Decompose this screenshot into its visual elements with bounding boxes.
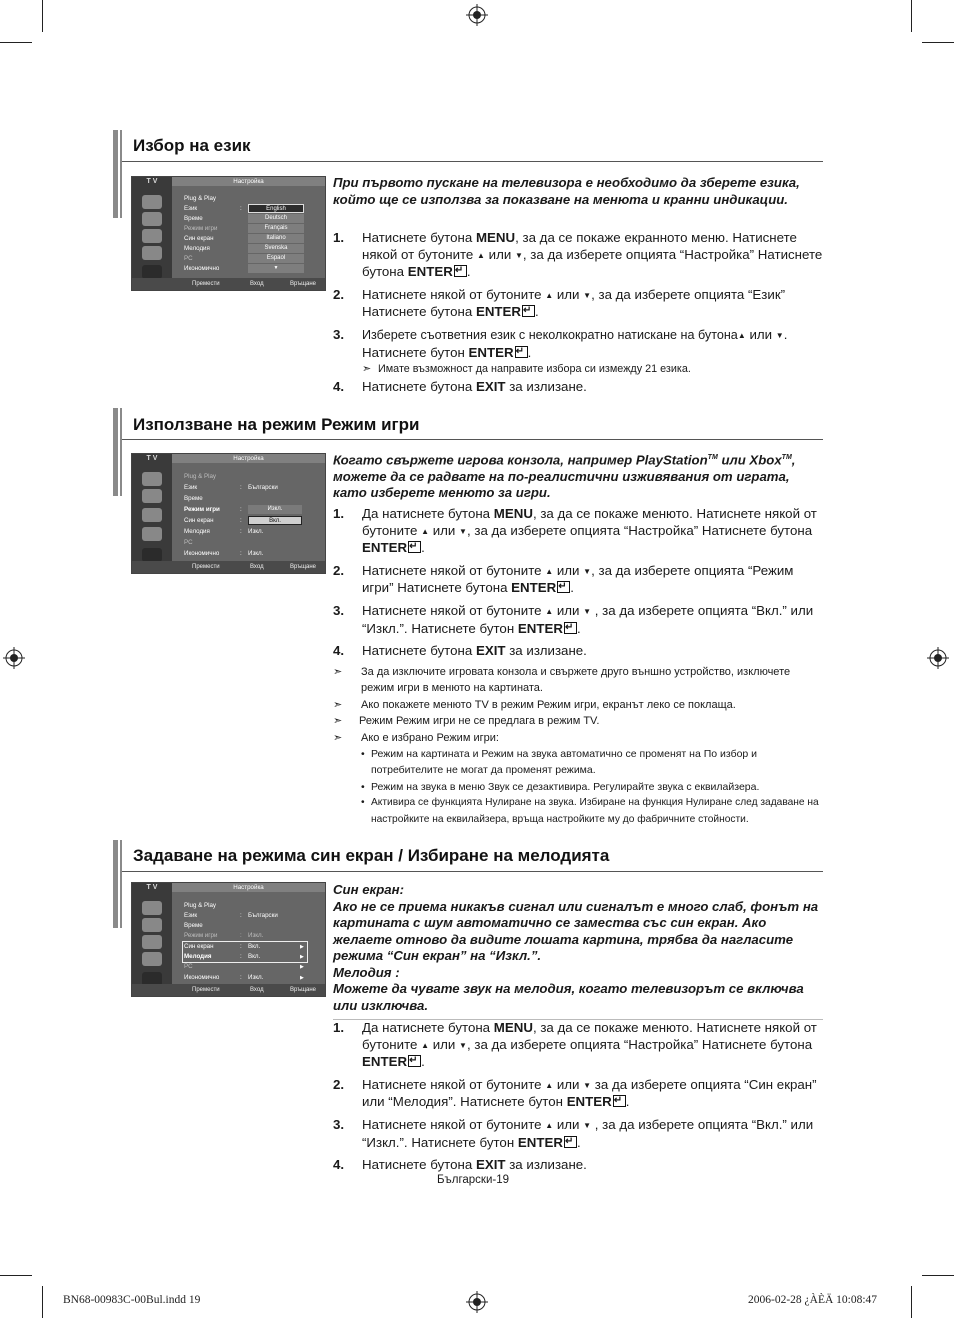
- key-name: MENU: [493, 506, 533, 521]
- section-bar: [113, 408, 118, 496]
- registration-mark-icon: [466, 1291, 488, 1313]
- up-arrow-icon: ▲: [545, 1120, 554, 1130]
- intro-text: Можете да чувате звук на мелодия, когато телевизорът се включва или изключва.: [333, 981, 804, 1013]
- footer-move: Премести: [192, 564, 220, 570]
- down-arrow-icon: ▼: [459, 526, 467, 536]
- up-arrow-icon: ▲: [545, 566, 554, 576]
- step-text: Да натиснете бутона: [362, 1020, 494, 1035]
- step-text: или: [429, 522, 460, 538]
- intro-text: , можете да се радвате на по-реалистични изживявания от играта, като изберете менюто за игри.: [333, 452, 796, 501]
- chevron-right-icon: ▶: [300, 975, 304, 981]
- menu-row: PC: [184, 963, 193, 970]
- step-text: или: [429, 1036, 460, 1052]
- up-arrow-icon: ▲: [421, 526, 430, 536]
- section-intro: [333, 882, 821, 1014]
- menu-row: Мелодия: [184, 528, 210, 535]
- section-bar: [120, 840, 122, 928]
- tv-label: T V: [146, 884, 158, 891]
- key-name: ENTER: [517, 1134, 563, 1150]
- down-arrow-icon: ▼: [583, 290, 592, 300]
- enter-icon: [408, 1055, 421, 1067]
- note-arrow-icon: ➣: [333, 731, 343, 744]
- step-item: [333, 1020, 825, 1071]
- enter-icon: [564, 622, 577, 634]
- tv-menu-game-mode: [131, 453, 326, 574]
- menu-header: Настройка: [172, 454, 325, 463]
- menu-row: Мелодия: [184, 953, 212, 960]
- step-item: [333, 1157, 825, 1174]
- chevron-right-icon: ▶: [300, 954, 304, 960]
- section-bar: [120, 130, 122, 218]
- enter-icon: [564, 1136, 577, 1148]
- step-text: , за да изберете опцията “Режим игри” Натиснете бутона: [362, 562, 794, 596]
- menu-row: Език: [184, 912, 198, 919]
- step-text: или: [484, 246, 515, 262]
- crop-mark: [911, 0, 912, 32]
- note-text: Имате възможност да направите избора си измежду 21 езика.: [378, 363, 691, 376]
- tv-label: T V: [146, 455, 158, 462]
- menu-sidebar: [132, 177, 172, 290]
- down-arrow-icon: ▼: [583, 1080, 592, 1090]
- step-text: .: [421, 540, 425, 556]
- registration-mark-icon: [3, 647, 25, 669]
- bullet-item: [361, 795, 823, 828]
- key-name: MENU: [493, 1020, 533, 1035]
- note-text: За да изключите игровата конзола и свържете друго външно устройство, изключете режим игри в менюто на картината.: [361, 666, 791, 695]
- footer-enter: Вход: [250, 564, 264, 570]
- step-number: 3.: [333, 1116, 345, 1132]
- step-text: , за да се покаже менюто. Натиснете някой от бутоните: [362, 506, 817, 538]
- step-number: 1.: [333, 506, 345, 521]
- menu-value: Вкл.: [248, 943, 261, 950]
- menu-colon: :: [240, 974, 242, 981]
- option-off: Изкл.: [248, 505, 302, 514]
- input-icon: [142, 952, 162, 966]
- bullet-list: [333, 746, 823, 828]
- language-option: English: [248, 204, 304, 213]
- step-text: .: [570, 580, 574, 596]
- down-arrow-icon: ▼: [583, 606, 592, 616]
- section-title: Избор на език: [133, 136, 251, 155]
- trademark: TM: [707, 454, 718, 461]
- note: [333, 730, 823, 746]
- menu-colon: :: [240, 943, 242, 950]
- step-text: или: [553, 1076, 584, 1092]
- menu-row: Режим игри: [184, 225, 218, 232]
- step-text: , за да се покаже екранното меню. Натиснете някой от бутоните: [362, 230, 797, 262]
- menu-row: Plug & Play: [184, 473, 216, 480]
- step-text: .: [466, 264, 471, 280]
- menu-header: Настройка: [172, 177, 325, 186]
- step-text: , за да изберете опцията “Настройка” Натиснете бутона: [466, 1036, 813, 1052]
- up-arrow-icon: ▲: [545, 290, 554, 300]
- step-text: . Натиснете бутон: [362, 326, 788, 360]
- chevron-right-icon: ▶: [300, 944, 304, 950]
- section-rule: [122, 871, 823, 872]
- section-title: Задаване на режима син екран / Избиране на мелодията: [133, 846, 610, 865]
- key-name: EXIT: [475, 1157, 506, 1173]
- step-text: или: [553, 562, 584, 578]
- menu-row: Време: [184, 922, 203, 929]
- page-number: Български-19: [437, 1174, 510, 1186]
- down-arrow-icon: ▼: [583, 1120, 592, 1130]
- menu-sidebar: [132, 883, 172, 996]
- menu-row: Икономично: [184, 550, 220, 557]
- note: [333, 697, 823, 713]
- menu-footer: [132, 278, 325, 290]
- crop-mark: [922, 1275, 954, 1276]
- crop-mark: [42, 0, 43, 32]
- step-number: 2.: [333, 1076, 345, 1092]
- down-arrow-icon: ▼: [514, 250, 523, 260]
- setup-icon: [142, 265, 162, 279]
- section-title: Използване на режим Режим игри: [133, 415, 420, 434]
- up-arrow-icon: ▲: [421, 1040, 430, 1050]
- picture-icon: [142, 195, 162, 209]
- tv-menu-blue-screen: [131, 882, 326, 997]
- section-intro: При първото пускане на телевизора е необходимо да зберете езика, който ще се използва за показване на менюта и кранни индикации.: [333, 175, 800, 207]
- step-number: 2.: [333, 562, 345, 578]
- step-item: [333, 603, 825, 637]
- bullet-item: [361, 746, 823, 779]
- step-text: Изберете съответния език с неколкократно натискане на бутона: [362, 327, 738, 342]
- step-number: 4.: [333, 1157, 345, 1173]
- step-text: , за да изберете опцията “Настройка” Натиснете бутона: [466, 522, 813, 538]
- menu-value: Изкл.: [248, 528, 264, 535]
- enter-icon: [515, 346, 528, 358]
- step-item: [333, 643, 825, 660]
- key-name: EXIT: [475, 643, 506, 659]
- menu-row: Plug & Play: [184, 902, 216, 909]
- step-number: 4.: [333, 643, 345, 659]
- section-intro: [333, 450, 823, 502]
- step-text: Натиснете бутона: [362, 230, 476, 245]
- step-text: , за да изберете опцията “Език” Натиснете бутона: [362, 286, 786, 320]
- menu-value: Изкл.: [248, 974, 264, 981]
- note: [333, 664, 823, 697]
- step-text: Натиснете някой от бутоните: [362, 602, 546, 618]
- menu-colon: :: [240, 506, 242, 513]
- language-option: Svenska: [248, 244, 304, 253]
- step-text: , за да се покаже менюто. Натиснете някой от бутоните: [362, 1020, 817, 1052]
- sound-icon: [142, 918, 162, 932]
- step-text: , за да изберете опцията “Настройка” Натиснете бутона: [362, 246, 823, 280]
- note-arrow-icon: ➣: [333, 715, 343, 728]
- step-text: , за да изберете опцията “Вкл.” или “Изкл.”. Натиснете бутон: [362, 602, 814, 636]
- enter-icon: [408, 541, 421, 553]
- step-number: 1.: [333, 230, 345, 245]
- intro-text: или Xbox: [717, 452, 782, 468]
- menu-colon: :: [240, 205, 242, 212]
- key-name: ENTER: [468, 344, 514, 360]
- note-text: Ако е избрано Режим игри:: [361, 731, 499, 744]
- bullet-text: Режим на картината и Режим на звука автоматично се променят на По избор и потребителите не могат да променят режима.: [371, 748, 758, 777]
- intro-heading: Мелодия :: [333, 964, 400, 980]
- menu-sidebar: [132, 454, 172, 573]
- crop-mark: [911, 1286, 912, 1318]
- language-option: Espaol: [248, 254, 304, 263]
- note-text: Ако покажете менюто TV в режим Режим игри, екранът леко се поклаща.: [361, 698, 736, 711]
- down-arrow-icon: ▼: [775, 330, 784, 340]
- menu-colon: :: [240, 550, 242, 557]
- menu-value: Вкл.: [248, 953, 261, 960]
- note-arrow-icon: ➣: [362, 363, 372, 376]
- key-name: ENTER: [407, 264, 453, 280]
- step-text: .: [421, 1054, 425, 1070]
- menu-row: Син екран: [184, 235, 214, 242]
- menu-footer: [132, 984, 325, 996]
- bullet-icon: •: [361, 780, 365, 793]
- enter-icon: [522, 305, 535, 317]
- step-text: Натиснете бутона: [362, 643, 476, 659]
- input-icon: [142, 246, 162, 260]
- footer-move: Премести: [192, 987, 220, 993]
- bullet-icon: •: [361, 797, 365, 809]
- crop-mark: [0, 42, 32, 43]
- step-text: за излизане.: [505, 643, 587, 659]
- menu-row: PC: [184, 255, 193, 262]
- key-name: ENTER: [475, 304, 522, 320]
- section-rule: [122, 161, 823, 162]
- key-name: ENTER: [362, 1054, 408, 1070]
- menu-header: Настройка: [172, 883, 325, 892]
- tv-menu-language: [131, 176, 326, 291]
- key-name: ENTER: [517, 620, 563, 636]
- note: [333, 713, 823, 729]
- bullet-icon: •: [361, 748, 365, 761]
- step-text: или: [553, 286, 584, 302]
- step-item: [333, 563, 825, 597]
- note: [362, 361, 825, 377]
- input-icon: [142, 527, 162, 541]
- step-text: или: [745, 326, 776, 342]
- menu-row: Време: [184, 215, 203, 222]
- channel-icon: [142, 508, 162, 522]
- note-arrow-icon: ➣: [333, 666, 343, 678]
- step-item: [333, 1077, 825, 1111]
- menu-row: Режим игри: [184, 506, 220, 513]
- footer-move: Премести: [192, 281, 220, 287]
- bullet-text: Режим на звука в меню Звук се дезактивира. Регулирайте звука с еквилайзера.: [371, 780, 760, 793]
- menu-colon: :: [240, 484, 242, 491]
- section-rule: [122, 439, 823, 440]
- menu-colon: :: [240, 912, 242, 919]
- step-text: за излизане.: [505, 1157, 587, 1173]
- step-text: Натиснете някой от бутоните: [362, 1116, 546, 1132]
- note-arrow-icon: ➣: [333, 698, 343, 711]
- step-text: .: [625, 1094, 630, 1110]
- footer-return: Връщане: [290, 987, 317, 993]
- channel-icon: [142, 229, 162, 243]
- menu-value: Изкл.: [248, 550, 264, 557]
- trademark: TM: [781, 454, 792, 461]
- language-option: Français: [248, 224, 304, 233]
- menu-colon: :: [240, 932, 242, 939]
- menu-row: Език: [184, 205, 198, 212]
- menu-row: Режим игри: [184, 932, 218, 939]
- step-number: 3.: [333, 602, 345, 618]
- key-name: MENU: [475, 230, 516, 245]
- menu-footer: [132, 561, 325, 573]
- key-name: ENTER: [566, 1094, 612, 1110]
- section-bar: [113, 130, 118, 218]
- footer-return: Връщане: [290, 564, 317, 570]
- step-text: , за да изберете опцията “Вкл.” или “Изкл.”. Натиснете бутон: [362, 1116, 814, 1150]
- intro-text: Ако не се приема никакъв сигнал или сигналът е много слаб, фонът на картината с шум автоматично се замества със син екран. Ако желаете отново да видите лошата картина, трябва да нагласите режима “Син екран” на “Изкл.”.: [333, 898, 819, 963]
- enter-icon: [613, 1095, 626, 1107]
- step-text: .: [576, 620, 581, 636]
- intro-text: Когато свържете игрова конзола, например PlayStation: [333, 452, 708, 468]
- enter-icon: [557, 581, 570, 593]
- crop-mark: [42, 1286, 43, 1318]
- picture-icon: [142, 472, 162, 486]
- menu-row: Син екран: [184, 517, 214, 524]
- steps-list: [333, 230, 825, 401]
- step-text: Натиснете бутона: [362, 378, 476, 394]
- registration-mark-icon: [927, 647, 949, 669]
- picture-icon: [142, 901, 162, 915]
- notes-list: [333, 664, 823, 828]
- section-bar: [120, 408, 122, 496]
- step-text: Да натиснете бутона: [362, 506, 494, 521]
- registration-mark-icon: [466, 4, 488, 26]
- up-arrow-icon: ▲: [477, 250, 485, 260]
- down-arrow-icon: ▼: [583, 566, 592, 576]
- steps-list: [333, 506, 825, 666]
- up-arrow-icon: ▲: [737, 330, 746, 340]
- menu-row: Икономично: [184, 974, 220, 981]
- menu-value: Български: [248, 484, 278, 491]
- step-text: Натиснете някой от бутоните: [362, 562, 546, 578]
- sound-icon: [142, 489, 162, 503]
- footer-enter: Вход: [250, 281, 264, 287]
- file-name: BN68-00983C-00Bul.indd 19: [63, 1294, 201, 1306]
- step-text: или: [553, 602, 584, 618]
- crop-mark: [0, 1275, 32, 1276]
- key-name: ENTER: [362, 540, 408, 556]
- setup-icon: [142, 548, 162, 562]
- language-option: Deutsch: [248, 214, 304, 223]
- enter-icon: [454, 265, 467, 277]
- step-item: [333, 1117, 825, 1151]
- step-text: или: [553, 1116, 584, 1132]
- language-option: Italiano: [248, 234, 304, 243]
- chevron-right-icon: ▶: [300, 964, 304, 970]
- step-item: [333, 230, 825, 281]
- tv-label: T V: [146, 178, 158, 185]
- step-text: .: [527, 344, 532, 360]
- step-text: Натиснете някой от бутоните: [362, 286, 546, 302]
- footer-return: Връщане: [290, 281, 317, 287]
- option-on: Вкл.: [248, 516, 302, 525]
- menu-value: Български: [248, 912, 278, 919]
- menu-row: PC: [184, 539, 193, 546]
- step-item: [333, 379, 825, 396]
- menu-row: Plug & Play: [184, 195, 216, 202]
- step-item: [333, 287, 825, 321]
- steps-list: [333, 1020, 825, 1180]
- channel-icon: [142, 935, 162, 949]
- step-number: 3.: [333, 326, 345, 342]
- menu-colon: :: [240, 528, 242, 535]
- step-item: [333, 506, 825, 557]
- menu-row: Икономично: [184, 265, 220, 272]
- menu-row: Език: [184, 484, 198, 491]
- down-arrow-icon: ▼: [459, 1040, 467, 1050]
- step-text: .: [576, 1134, 581, 1150]
- menu-row: Мелодия: [184, 245, 210, 252]
- step-text: Натиснете някой от бутоните: [362, 1076, 546, 1092]
- step-number: 2.: [333, 286, 345, 302]
- footer-enter: Вход: [250, 987, 264, 993]
- step-text: за да изберете опцията “Син екран” или “Мелодия”. Натиснете бутон: [362, 1076, 817, 1110]
- up-arrow-icon: ▲: [545, 1080, 554, 1090]
- key-name: EXIT: [475, 378, 506, 394]
- menu-row: Време: [184, 495, 203, 502]
- bullet-item: [361, 779, 823, 795]
- menu-row: Син екран: [184, 943, 214, 950]
- note-text: Режим Режим игри не се предлага в режим TV.: [359, 715, 600, 728]
- menu-colon: :: [240, 953, 242, 960]
- menu-colon: :: [240, 517, 242, 524]
- bullet-text: Активира се функцията Нулиране на звука. Избиране на функция Нулиране след задаване на настройките на еквилайзера, връща настройките му до фабричните стойности.: [371, 797, 819, 825]
- more-icon: ▼: [248, 264, 304, 273]
- section-bar: [113, 840, 118, 928]
- print-timestamp: 2006-02-28 ¿ÀÈÄ 10:08:47: [748, 1294, 878, 1306]
- key-name: ENTER: [511, 580, 557, 596]
- crop-mark: [922, 42, 954, 43]
- step-text: .: [535, 304, 539, 320]
- step-number: 1.: [333, 1020, 345, 1035]
- intro-heading: Син екран:: [333, 882, 404, 897]
- step-item: [333, 327, 825, 378]
- step-text: за излизане.: [505, 378, 587, 394]
- step-number: 4.: [333, 378, 345, 394]
- up-arrow-icon: ▲: [545, 606, 554, 616]
- sound-icon: [142, 212, 162, 226]
- step-text: Натиснете бутона: [362, 1157, 476, 1173]
- menu-value: Изкл.: [248, 932, 264, 939]
